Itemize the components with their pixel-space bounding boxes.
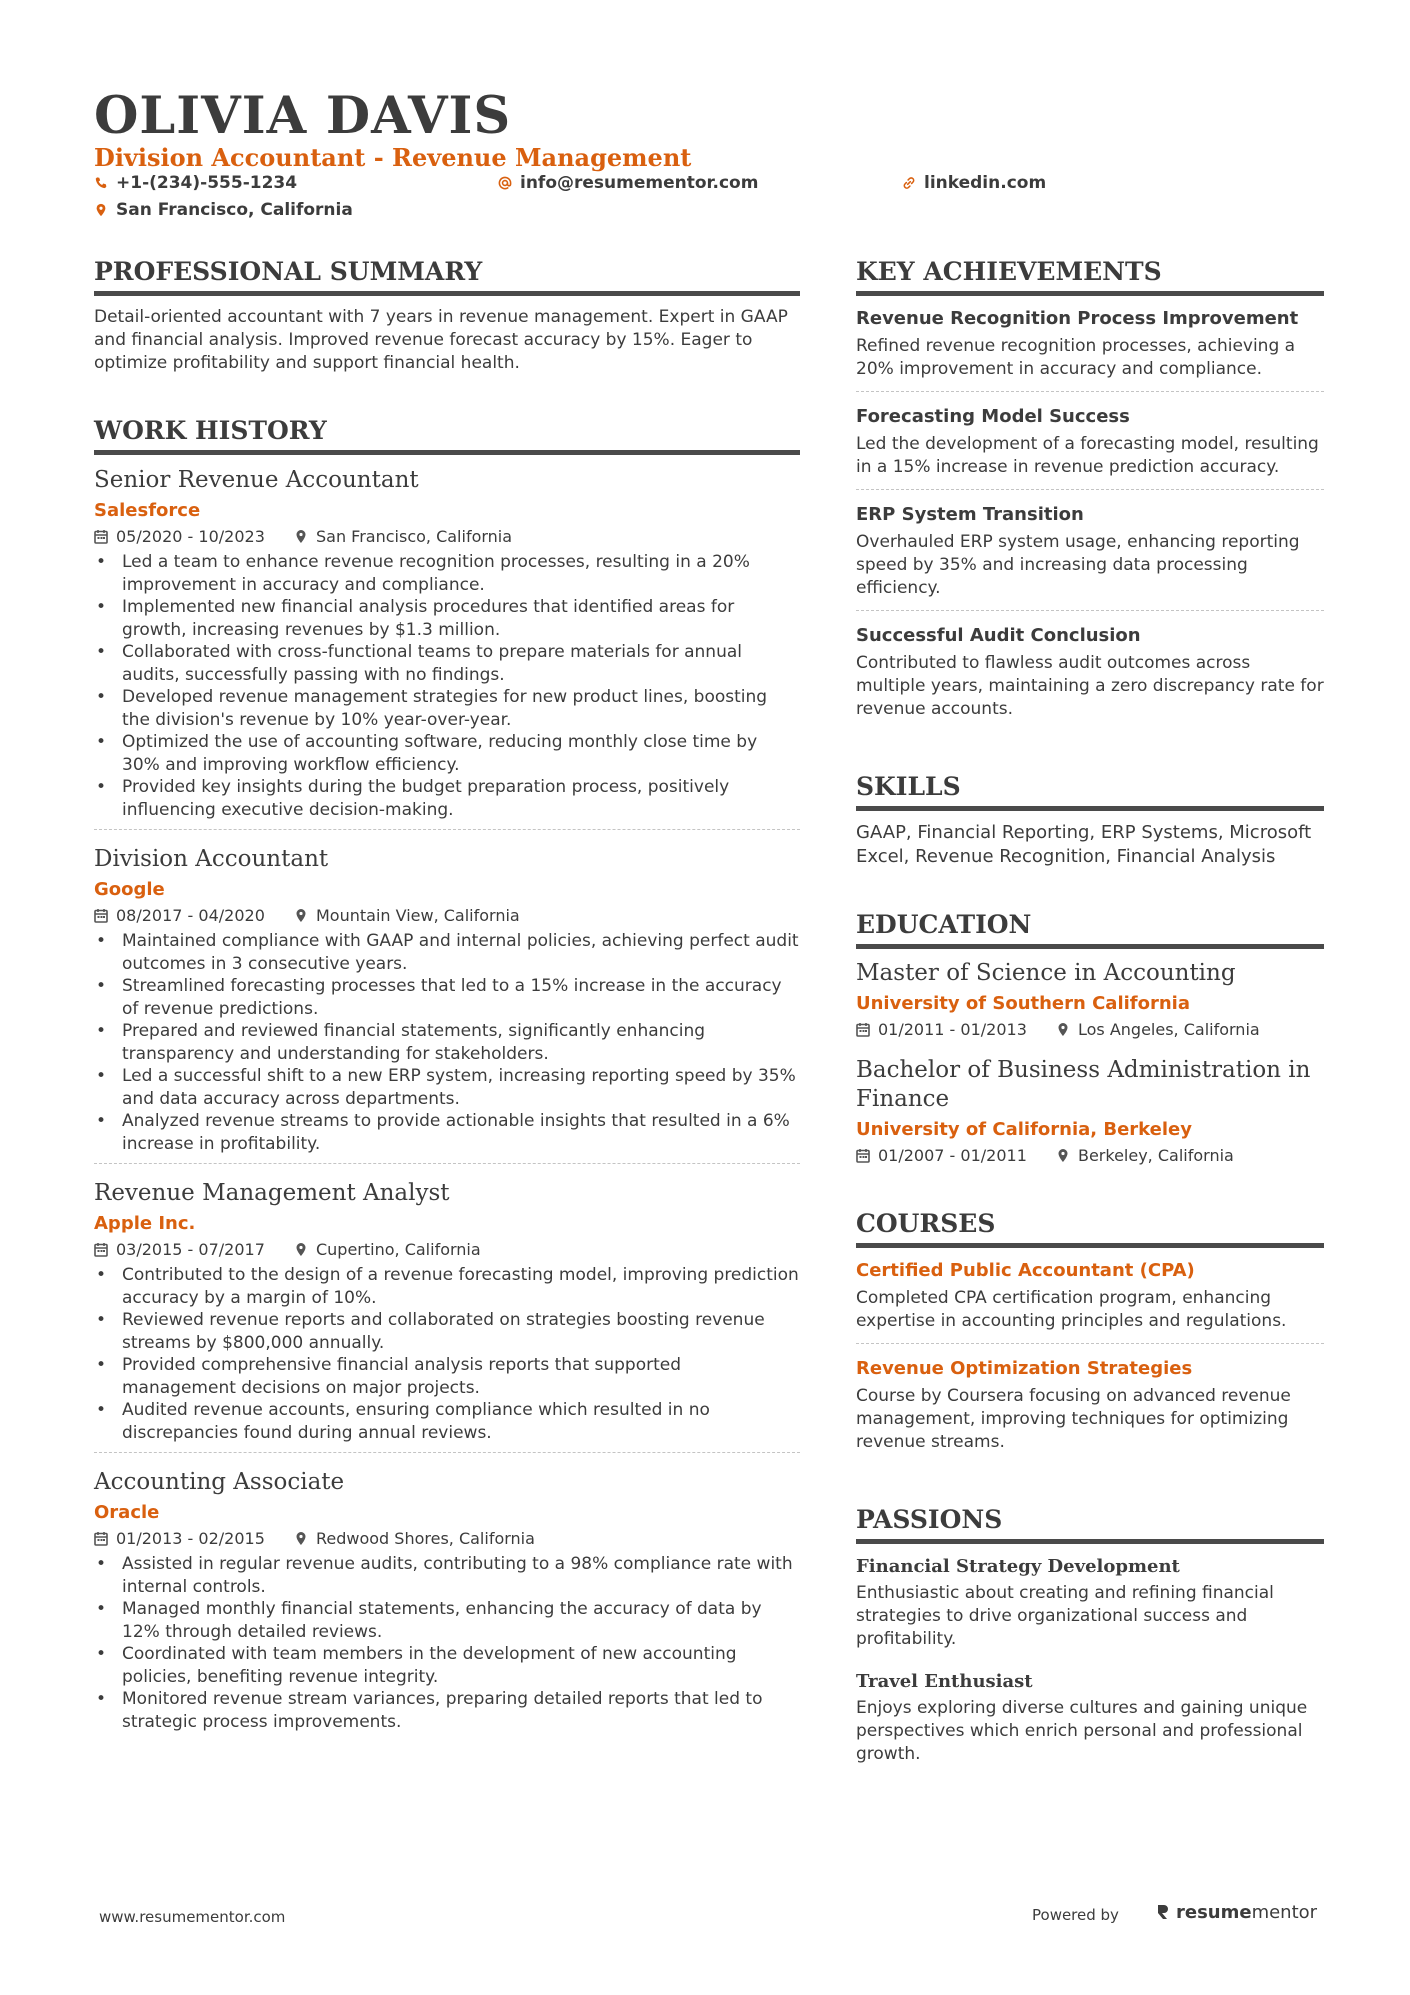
calendar-icon [94, 529, 108, 544]
education-item [856, 1056, 1324, 1168]
map-pin-icon [294, 908, 308, 923]
job-bullet: • Collaborated with cross-functional teams to prepare materials for annual audits, successfully passing with no findings. [94, 641, 800, 686]
footer-powered-by: Powered by [1032, 1906, 1119, 1924]
job-meta [94, 904, 800, 928]
work-section [94, 415, 800, 1741]
job-title: Revenue Management Analyst [94, 1180, 450, 1206]
work-heading: WORK HISTORY [94, 415, 800, 455]
achievement-title: Forecasting Model Success [856, 406, 1130, 427]
contact-linkedin[interactable] [902, 171, 1046, 195]
job-bullet: • Led a team to enhance revenue recognition processes, resulting in a 20% improvement in accuracy and compliance. [94, 551, 800, 596]
job-bullets [94, 930, 800, 1155]
education-dates: 01/2007 - 01/2011 [878, 1146, 1027, 1165]
skills-section [856, 771, 1324, 869]
job-bullet: • Led a successful shift to a new ERP system, increasing reporting speed by 35% and data accuracy across departments. [94, 1065, 800, 1110]
achievement-text: Led the development of a forecasting model, resulting in a 15% increase in revenue prediction accuracy. [856, 434, 1319, 477]
job-bullet: • Assisted in regular revenue audits, contributing to a 98% compliance rate with internal controls. [94, 1553, 800, 1598]
achievements-section [856, 256, 1324, 731]
job-dates: 08/2017 - 04/2020 [116, 906, 265, 925]
job-bullets [94, 1553, 800, 1733]
linkedin-text: linkedin.com [924, 173, 1047, 193]
education-degree: Bachelor of Business Administration in Finance [856, 1057, 1311, 1112]
education-location: Los Angeles, California [1077, 1020, 1260, 1039]
candidate-name: OLIVIA DAVIS [94, 86, 512, 146]
job-dates: 05/2020 - 10/2023 [116, 527, 265, 546]
job-meta [94, 1238, 800, 1262]
job-bullet: • Implemented new financial analysis procedures that identified areas for growth, increasing revenues by $1.3 million. [94, 596, 800, 641]
job-title: Senior Revenue Accountant [94, 467, 419, 493]
map-pin-icon [294, 1242, 308, 1257]
job-entry [94, 844, 800, 1164]
job-entry [94, 1467, 800, 1741]
education-location: Berkeley, California [1077, 1146, 1234, 1165]
passions-heading: PASSIONS [856, 1504, 1324, 1544]
summary-section [94, 256, 800, 375]
passion-text: Enjoys exploring diverse cultures and gaining unique perspectives which enrich personal and professional growth. [856, 1698, 1308, 1764]
contact-phone [94, 171, 297, 195]
course-item [856, 1258, 1324, 1344]
education-dates: 01/2011 - 01/2013 [878, 1020, 1027, 1039]
job-bullet: • Managed monthly financial statements, enhancing the accuracy of data by 12% through detailed reviews. [94, 1598, 800, 1643]
achievement-text: Contributed to flawless audit outcomes across multiple years, maintaining a zero discrepancy rate for revenue accounts. [856, 653, 1324, 719]
education-school: University of Southern California [856, 993, 1191, 1014]
achievement-item [856, 404, 1324, 490]
resumementor-logo-icon [1156, 1903, 1170, 1921]
footer-brand-logo[interactable] [1156, 1902, 1317, 1923]
course-text: Completed CPA certification program, enhancing expertise in accounting principles and regulations. [856, 1288, 1287, 1331]
passion-item [856, 1554, 1324, 1661]
passion-title: Financial Strategy Development [856, 1556, 1180, 1577]
job-location: Redwood Shores, California [315, 1529, 535, 1548]
calendar-icon [94, 1531, 108, 1546]
job-company: Oracle [94, 1502, 160, 1523]
candidate-title: Division Accountant - Revenue Management [94, 143, 692, 172]
courses-heading: COURSES [856, 1208, 1324, 1248]
passion-title: Travel Enthusiast [856, 1671, 1033, 1692]
passions-section [856, 1504, 1324, 1776]
brand-part-mentor: mentor [1251, 1902, 1318, 1923]
map-pin-icon [294, 1531, 308, 1546]
courses-section [856, 1208, 1324, 1464]
job-company: Google [94, 879, 165, 900]
job-entry [94, 1178, 800, 1453]
job-bullet: • Coordinated with team members in the development of new accounting policies, benefiting revenue integrity. [94, 1643, 800, 1688]
achievement-title: Revenue Recognition Process Improvement [856, 308, 1299, 329]
job-bullet: • Maintained compliance with GAAP and internal policies, achieving perfect audit outcomes in 3 consecutive years. [94, 930, 800, 975]
job-bullet: • Optimized the use of accounting software, reducing monthly close time by 30% and improving workflow efficiency. [94, 731, 800, 776]
job-location: Mountain View, California [315, 906, 520, 925]
job-title: Accounting Associate [94, 1469, 345, 1495]
course-text: Course by Coursera focusing on advanced revenue management, improving techniques for optimizing revenue streams. [856, 1386, 1291, 1452]
job-entry [94, 465, 800, 830]
job-bullet: • Provided comprehensive financial analysis reports that supported management decisions on major projects. [94, 1354, 800, 1399]
right-column [856, 256, 1324, 1826]
contact-email[interactable] [498, 171, 758, 195]
map-pin-icon [1056, 1022, 1070, 1037]
skills-text: GAAP, Financial Reporting, ERP Systems, Microsoft Excel, Revenue Recognition, Financial Analysis [856, 822, 1312, 867]
job-dates: 01/2013 - 02/2015 [116, 1529, 265, 1548]
job-meta [94, 525, 800, 549]
education-item [856, 959, 1324, 1042]
passion-item [856, 1669, 1324, 1776]
job-meta [94, 1527, 800, 1551]
job-bullet: • Streamlined forecasting processes that led to a 15% increase in the accuracy of revenue predictions. [94, 975, 800, 1020]
calendar-icon [94, 1242, 108, 1257]
achievement-title: Successful Audit Conclusion [856, 625, 1141, 646]
job-bullet: • Contributed to the design of a revenue forecasting model, improving prediction accuracy by a margin of 10%. [94, 1264, 800, 1309]
job-location: Cupertino, California [315, 1240, 481, 1259]
contact-location [94, 198, 353, 222]
skills-heading: SKILLS [856, 771, 1324, 811]
education-school: University of California, Berkeley [856, 1119, 1192, 1140]
location-text: San Francisco, California [116, 200, 353, 220]
calendar-icon [94, 908, 108, 923]
achievement-title: ERP System Transition [856, 504, 1084, 525]
calendar-icon [856, 1148, 870, 1163]
education-meta [856, 1144, 1324, 1168]
course-item [856, 1356, 1324, 1464]
education-heading: EDUCATION [856, 909, 1324, 949]
email-text: info@resumementor.com [520, 173, 759, 193]
course-title: Certified Public Accountant (CPA) [856, 1260, 1195, 1281]
map-pin-icon [294, 529, 308, 544]
phone-icon [94, 176, 108, 190]
achievement-item [856, 502, 1324, 611]
achievements-heading: KEY ACHIEVEMENTS [856, 256, 1324, 296]
footer-website[interactable]: www.resumementor.com [99, 1908, 286, 1926]
link-icon [902, 176, 916, 190]
job-bullet: • Monitored revenue stream variances, preparing detailed reports that led to strategic process improvements. [94, 1688, 800, 1733]
job-company: Salesforce [94, 500, 201, 521]
achievement-text: Overhauled ERP system usage, enhancing reporting speed by 35% and increasing data processing efficiency. [856, 532, 1300, 598]
education-meta [856, 1018, 1324, 1042]
job-bullets [94, 551, 800, 821]
achievement-item [856, 306, 1324, 392]
at-sign-icon [498, 176, 512, 190]
education-degree: Master of Science in Accounting [856, 960, 1236, 986]
calendar-icon [856, 1022, 870, 1037]
job-company: Apple Inc. [94, 1213, 196, 1234]
job-location: San Francisco, California [315, 527, 513, 546]
achievement-text: Refined revenue recognition processes, achieving a 20% improvement in accuracy and compliance. [856, 336, 1296, 379]
job-bullets [94, 1264, 800, 1444]
passion-text: Enthusiastic about creating and refining financial strategies to drive organizational success and profitability. [856, 1583, 1274, 1649]
job-title: Division Accountant [94, 846, 329, 872]
job-dates: 03/2015 - 07/2017 [116, 1240, 265, 1259]
map-pin-icon [94, 203, 108, 217]
job-bullet: • Provided key insights during the budget preparation process, positively influencing executive decision-making. [94, 776, 800, 821]
course-title: Revenue Optimization Strategies [856, 1358, 1193, 1379]
summary-text: Detail-oriented accountant with 7 years in revenue management. Expert in GAAP and financial analysis. Improved revenue forecast accuracy by 15%. Eager to optimize profitability and support financial health. [94, 307, 788, 373]
job-bullet: • Analyzed revenue streams to provide actionable insights that resulted in a 6% increase in profitability. [94, 1110, 800, 1155]
map-pin-icon [1056, 1148, 1070, 1163]
left-column [94, 256, 800, 1791]
job-bullet: • Prepared and reviewed financial statements, significantly enhancing transparency and understanding for stakeholders. [94, 1020, 800, 1065]
education-section [856, 909, 1324, 1168]
job-bullet: • Reviewed revenue reports and collaborated on strategies boosting revenue streams by $800,000 annually. [94, 1309, 800, 1354]
summary-heading: PROFESSIONAL SUMMARY [94, 256, 800, 296]
brand-part-resume: resume [1176, 1902, 1252, 1923]
job-bullet: • Developed revenue management strategies for new product lines, boosting the division's revenue by 10% year-over-year. [94, 686, 800, 731]
job-bullet: • Audited revenue accounts, ensuring compliance which resulted in no discrepancies found during annual reviews. [94, 1399, 800, 1444]
phone-text: +1-(234)-555-1234 [116, 173, 298, 193]
achievement-item [856, 623, 1324, 731]
